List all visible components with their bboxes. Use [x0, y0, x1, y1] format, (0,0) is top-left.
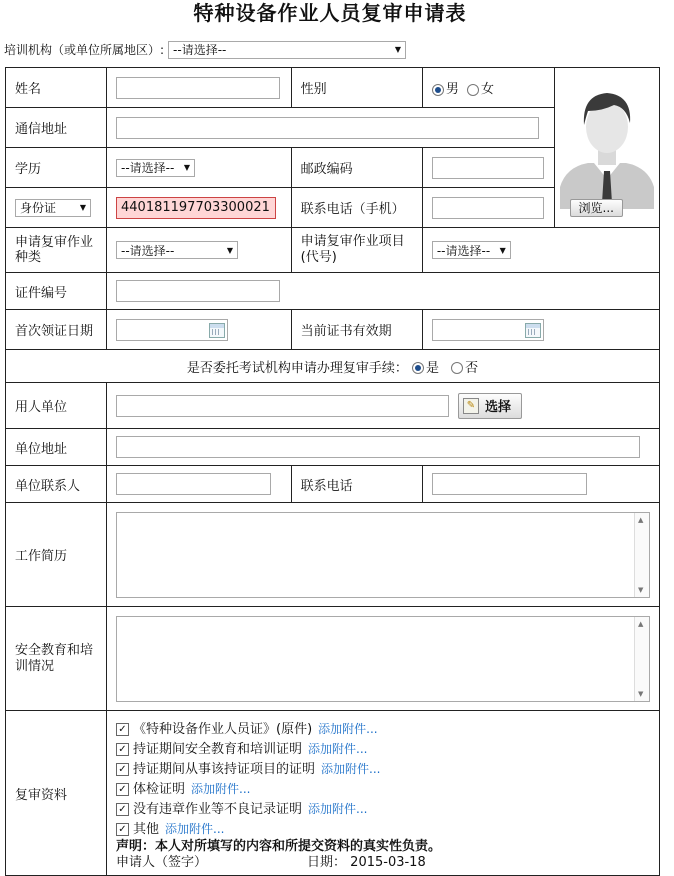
gender-label: 性别	[291, 68, 422, 108]
employer-address-label: 单位地址	[6, 429, 107, 466]
chevron-down-icon: ▼	[183, 163, 190, 172]
scrollbar[interactable]	[634, 513, 649, 597]
gender-radio-group: 男 女	[422, 68, 554, 108]
address-input[interactable]	[116, 117, 539, 139]
attachment-checkbox[interactable]: ✓	[116, 743, 129, 756]
review-materials-label: 复审资料	[6, 711, 107, 876]
entrust-no-radio[interactable]	[451, 362, 463, 374]
cert-no-label: 证件编号	[6, 273, 107, 310]
attachment-item: ✓ 其他 添加附件...	[116, 819, 650, 839]
safety-training-label: 安全教育和培训情况	[6, 607, 107, 711]
chevron-down-icon: ▼	[79, 203, 86, 212]
attachment-item: ✓ 《特种设备作业人员证》(原件) 添加附件...	[116, 719, 650, 739]
first-date-label: 首次领证日期	[6, 310, 107, 350]
education-label: 学历	[6, 148, 107, 188]
select-employer-button[interactable]: ✎ 选择	[458, 393, 522, 419]
cert-no-input[interactable]	[116, 280, 280, 302]
application-form	[5, 67, 660, 876]
attachment-checkbox[interactable]: ✓	[116, 803, 129, 816]
add-attachment-link[interactable]: 添加附件...	[308, 742, 368, 756]
work-history-textarea[interactable]	[116, 512, 650, 598]
attachments-cell	[107, 711, 660, 876]
attachment-checkbox[interactable]: ✓	[116, 783, 129, 796]
entrust-row: 是否委托考试机构申请办理复审手续： 是 否	[6, 350, 660, 383]
browse-button[interactable]: 浏览...	[570, 199, 623, 217]
scroll-up-icon[interactable]: ▲	[638, 515, 644, 524]
postcode-input[interactable]	[432, 157, 544, 179]
education-select[interactable]: --请选择-- ▼	[116, 159, 195, 177]
address-label: 通信地址	[6, 108, 107, 148]
contact-input[interactable]	[116, 473, 271, 495]
job-type-label: 申请复审作业种类	[6, 228, 107, 273]
contact-phone-input[interactable]	[432, 473, 587, 495]
employer-label: 用人单位	[6, 383, 107, 429]
page-title: 特种设备作业人员复审申请表	[193, 1, 467, 25]
contact-phone-label: 联系电话	[291, 466, 422, 503]
edit-icon: ✎	[463, 398, 479, 414]
gender-female-radio[interactable]	[467, 84, 479, 96]
add-attachment-link[interactable]: 添加附件...	[308, 802, 368, 816]
calendar-icon[interactable]	[209, 323, 225, 338]
job-item-label: 申请复审作业项目(代号)	[291, 228, 422, 273]
add-attachment-link[interactable]: 添加附件...	[191, 782, 251, 796]
attachment-checkbox[interactable]: ✓	[116, 723, 129, 736]
gender-male-radio[interactable]	[432, 84, 444, 96]
first-date-input[interactable]	[116, 319, 228, 341]
attachment-item: ✓ 体检证明 添加附件...	[116, 779, 650, 799]
employer-address-input[interactable]	[116, 436, 640, 458]
valid-date-label: 当前证书有效期	[291, 310, 422, 350]
applicant-date: 2015-03-18	[350, 855, 426, 870]
name-input[interactable]	[116, 77, 280, 99]
attachment-item: ✓ 没有违章作业等不良记录证明 添加附件...	[116, 799, 650, 819]
id-number-input[interactable]: 440181197703300021	[116, 197, 276, 219]
name-label: 姓名	[6, 68, 107, 108]
postcode-label: 邮政编码	[291, 148, 422, 188]
chevron-down-icon: ▼	[499, 245, 506, 255]
chevron-down-icon: ▼	[226, 245, 233, 255]
add-attachment-link[interactable]: 添加附件...	[318, 722, 378, 736]
phone-mobile-input[interactable]	[432, 197, 544, 219]
attachment-item: ✓ 持证期间从事该持证项目的证明 添加附件...	[116, 759, 650, 779]
scroll-up-icon[interactable]: ▲	[638, 619, 644, 628]
safety-training-textarea[interactable]	[116, 616, 650, 702]
phone-mobile-label: 联系电话（手机）	[291, 188, 422, 228]
employer-input[interactable]	[116, 395, 449, 417]
org-select[interactable]: --请选择-- ▼	[168, 41, 406, 59]
declaration: 声明：本人对所填写的内容和所提交资料的真实性负责。	[116, 839, 442, 854]
avatar	[558, 83, 656, 209]
applicant-line: 申请人（签字） 日期： 2015-03-18	[116, 855, 426, 870]
scrollbar[interactable]	[634, 617, 649, 701]
add-attachment-link[interactable]: 添加附件...	[321, 762, 381, 776]
chevron-down-icon: ▼	[394, 45, 402, 54]
id-type-select[interactable]: 身份证 ▼	[15, 199, 91, 217]
attachment-item: ✓ 持证期间安全教育和培训证明 添加附件...	[116, 739, 650, 759]
org-label: 培训机构（或单位所属地区）:	[4, 43, 165, 57]
attachment-checkbox[interactable]: ✓	[116, 823, 129, 836]
contact-label: 单位联系人	[6, 466, 107, 503]
calendar-icon[interactable]	[525, 323, 541, 338]
entrust-yes-radio[interactable]	[412, 362, 424, 374]
work-history-label: 工作简历	[6, 503, 107, 607]
job-item-select[interactable]: --请选择-- ▼	[432, 241, 511, 259]
scroll-down-icon[interactable]: ▼	[638, 585, 644, 594]
valid-date-input[interactable]	[432, 319, 544, 341]
attachment-checkbox[interactable]: ✓	[116, 763, 129, 776]
add-attachment-link[interactable]: 添加附件...	[165, 822, 225, 836]
job-type-select[interactable]: --请选择-- ▼	[116, 241, 238, 259]
entrust-question: 是否委托考试机构申请办理复审手续：	[186, 360, 408, 376]
org-row	[4, 40, 406, 60]
photo-cell	[555, 68, 660, 228]
scroll-down-icon[interactable]: ▼	[638, 689, 644, 698]
